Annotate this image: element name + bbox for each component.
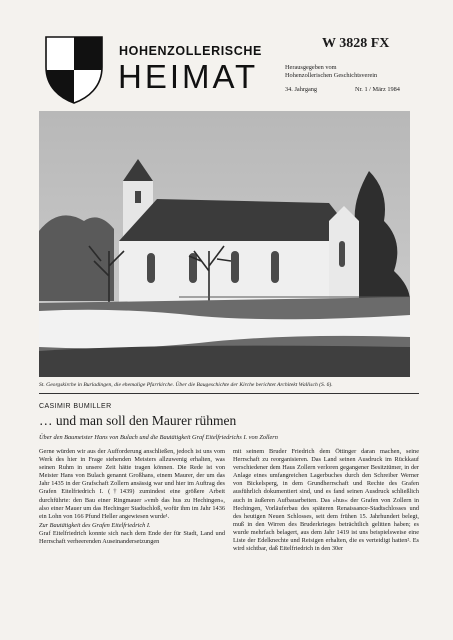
article-author: CASIMIR BUMILLER — [39, 403, 112, 410]
section-heading: Zur Bautätigkeit des Grafen Eitelfriedrich I. — [39, 521, 151, 529]
article-column-left — [39, 448, 225, 546]
masthead-title-line1: HOHENZOLLERISCHE — [119, 44, 262, 58]
article-column-right — [233, 448, 419, 553]
coat-of-arms-logo — [44, 35, 104, 105]
issue-code: W 3828 FX — [322, 36, 390, 51]
paragraph: Gerne würden wir aus der Aufforderung anschließen, jedoch ist uns vom Werk des hier in Frage stehenden Meisters allzuwenig erhalten, was seinen Ruhm in unsere Zeit hätte tragen können. Die Rede ist von Meister Hans von Bulach genannt Großhans, einem Maurer, der um das Jahr 1435 in der Grafschaft Zollern ansässig war und hier im Auftrag des Grafen Eitelfriedrich I. (†1439) zumindest eine größere Arbeit durchführte: den Bau einer Ringmauer »vmb das hus zu Hechingen«, also einer Mauer um das Hechinger Stadtschloß, wofür ihm im Jahr 1436 ein Lohn von 166 Pfund Heller angewiesen wurde¹. — [39, 448, 225, 520]
issue-date: Nr. 1 / März 1984 — [355, 86, 400, 93]
publisher-line: Herausgegeben vom Hohenzollerischen Geschichtsverein — [285, 64, 378, 79]
masthead-title-line2: HEIMAT — [118, 58, 259, 95]
article-subheadline: Über den Baumeister Hans von Bulach und die Bautätigkeit Graf Eitelfriedrichs I. von Zollern — [39, 434, 278, 441]
photo-caption: St. Georgskirche in Burladingen, die ehemalige Pfarrkirche. Über die Baugeschichte der Kirche berichtet Architekt Wallisch (S. 6). — [39, 382, 333, 388]
paragraph: mit seinem Bruder Friedrich dem Öttinger daran machen, seine Herrschaft zu reorganisieren. Das Land seinen Ausdruck im Rückkauf verschiedener dem Haus Zollern verloren gegangener Besitztümer, in der Anlage eines umfangreichen Lagerbuches durch den Schreiber Werner von Bickelsperg, in dem Grundherrschaft und Rechte des Grafen ausführlich dokumentiert sind, und es fand seinen Ausdruck schließlich auch in äußeren Aufbauarbeiten. Das »hus« der Grafen von Zollern in Hechingen, Vorläuferbau des späteren Renaissance-Stadtschlosses und des heutigen Neuen Schlosses, seit dem frühen 15. Jahrhundert belegt, muß in den Wirren des Bruderkrieges beträchtlich gelitten haben; es wurde mehrfach belagert, aus dem Jahr 1419 ist uns beispielsweise eine Liste der Edelknechte und Reisigen erhalten, die es verteidigt hatten². Es wird sichtbar, daß Eitelfriedrich in den 30er — [233, 448, 419, 553]
paragraph: Graf Eitelfriedrich konnte sich nach dem Ende der für Stadt, Land und Herrschaft verheerenden Auseinandersetzungen — [39, 529, 225, 546]
volume-label: 34. Jahrgang — [285, 86, 318, 93]
church-photograph — [39, 111, 410, 377]
divider — [39, 393, 419, 394]
article-headline: … und man soll den Maurer rühmen — [39, 413, 237, 428]
